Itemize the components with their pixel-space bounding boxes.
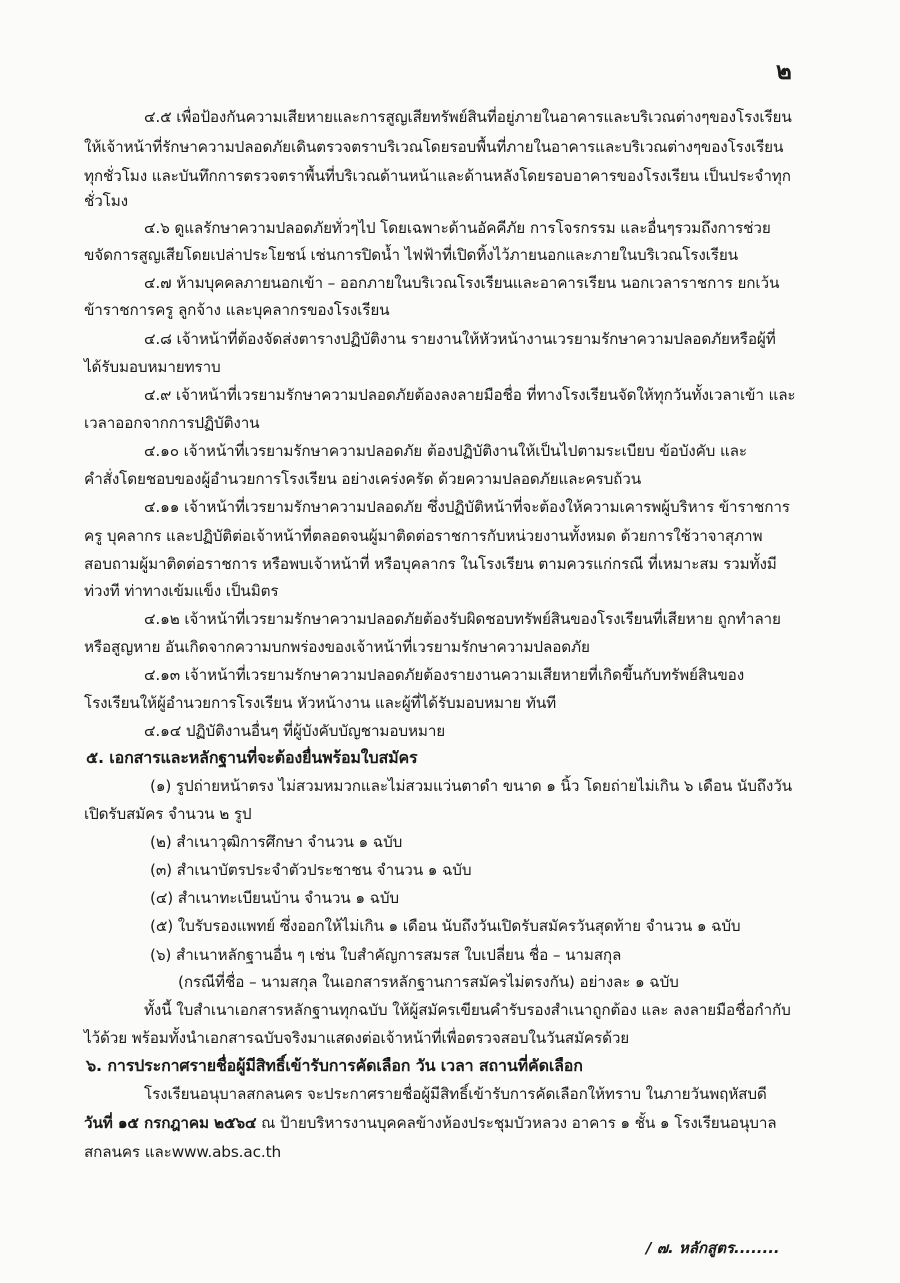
document-list-item: (๓) สำเนาบัตรประจำตัวประชาชน จำนวน ๑ ฉบับ <box>150 861 472 879</box>
body-line: ๔.๑๔ ปฏิบัติงานอื่นๆ ที่ผู้บังคับบัญชามอบหมาย <box>144 722 446 740</box>
body-line: ๔.๕ เพื่อป้องกันความเสียหายและการสูญเสียทรัพย์สินที่อยู่ภายในอาคารและบริเวณต่างๆของโรงเรียน <box>144 108 792 126</box>
body-line: ข้าราชการครู ลูกจ้าง และบุคลากรของโรงเรียน <box>84 301 390 319</box>
page-number: ๒ <box>776 57 792 85</box>
body-line: ทุกชั่วโมง และบันทึกการตรวจตราพื้นที่บริเวณด้านหน้าและด้านหลังโดยรอบอาคารของโรงเรียน เป็นประจำทุก <box>84 167 791 185</box>
body-line: ชั่วโมง <box>84 192 128 210</box>
body-line: สอบถามผู้มาติดต่อราชการ หรือพบเจ้าหน้าที่ หรือบุคลากร ในโรงเรียน ตามควรแก่กรณี ที่เหมาะสม รวมทั้งมี <box>84 555 777 573</box>
body-line: ท่วงที ท่าทางเข้มแข็ง เป็นมิตร <box>84 582 279 600</box>
body-line: ๔.๑๐ เจ้าหน้าที่เวรยามรักษาความปลอดภัย ต้องปฏิบัติงานให้เป็นไปตามระเบียบ ข้อบังคับ และ <box>144 442 747 460</box>
document-list-item: (๑) รูปถ่ายหน้าตรง ไม่สวมหมวกและไม่สวมแว่นตาดำ ขนาด ๑ นิ้ว โดยถ่ายไม่เกิน ๖ เดือน นับถึงวัน <box>150 777 792 795</box>
document-list-item: (๖) สำเนาหลักฐานอื่น ๆ เช่น ใบสำคัญการสมรส ใบเปลี่ยน ชื่อ – นามสกุล <box>150 946 622 964</box>
document-list-item: (๕) ใบรับรองแพทย์ ซึ่งออกให้ไม่เกิน ๑ เดือน นับถึงวันเปิดรับสมัครวันสุดท้าย จำนวน ๑ ฉบับ <box>150 917 741 935</box>
body-line: ๔.๑๒ เจ้าหน้าที่เวรยามรักษาความปลอดภัยต้องรับผิดชอบทรัพย์สินของโรงเรียนที่เสียหาย ถูกทำลาย <box>144 610 781 628</box>
document-list-item: (๒) สำเนาวุฒิการศึกษา จำนวน ๑ ฉบับ <box>150 833 403 851</box>
body-line: ๔.๑๓ เจ้าหน้าที่เวรยามรักษาความปลอดภัยต้องรายงานความเสียหายที่เกิดขึ้นกับทรัพย์สินของ <box>144 666 745 684</box>
document-list-item: (๔) สำเนาทะเบียนบ้าน จำนวน ๑ ฉบับ <box>150 889 399 907</box>
section-5-note: ทั้งนี้ ใบสำเนาเอกสารหลักฐานทุกฉบับ ให้ผู้สมัครเขียนคำรับรองสำเนาถูกต้อง และ ลงลายมือชื่อกำกับ <box>144 1001 791 1019</box>
section-5-heading: ๕. เอกสารและหลักฐานที่จะต้องยื่นพร้อมใบสมัคร <box>86 748 418 767</box>
section-6-line: โรงเรียนอนุบาลสกลนคร จะประกาศรายชื่อผู้มีสิทธิ์เข้ารับการคัดเลือกให้ทราบ ในภายวันพฤหัสบดี <box>144 1085 767 1103</box>
body-line: ได้รับมอบหมายทราบ <box>84 358 221 376</box>
document-list-item: เปิดรับสมัคร จำนวน ๒ รูป <box>84 805 252 823</box>
body-line: ๔.๙ เจ้าหน้าที่เวรยามรักษาความปลอดภัยต้องลงลายมือชื่อ ที่ทางโรงเรียนจัดให้ทุกวันทั้งเวลาเข้า และ <box>144 386 796 404</box>
section-6-line: สกลนคร และwww.abs.ac.th <box>84 1143 281 1161</box>
body-line: โรงเรียนให้ผู้อำนวยการโรงเรียน หัวหน้างาน และผู้ที่ได้รับมอบหมาย ทันที <box>84 694 557 712</box>
body-line: หรือสูญหาย อันเกิดจากความบกพร่องของเจ้าหน้าที่เวรยามรักษาความปลอดภัย <box>84 638 590 656</box>
body-line: ๔.๖ ดูแลรักษาความปลอดภัยทั่วๆไป โดยเฉพาะด้านอัคคีภัย การโจรกรรม และอื่นๆรวมถึงการช่วย <box>144 219 771 237</box>
announcement-date: วันที่ ๑๕ กรกฎาคม ๒๕๖๔ <box>84 1114 257 1132</box>
section-6-line <box>84 1110 814 1136</box>
body-line: ให้เจ้าหน้าที่รักษาความปลอดภัยเดินตรวจตราบริเวณโดยรอบพื้นที่ภายในอาคารและบริเวณต่างๆของโรงเรียน <box>84 138 784 156</box>
body-line: ขจัดการสูญเสียโดยเปล่าประโยชน์ เช่นการปิดน้ำ ไฟฟ้าที่เปิดทิ้งไว้ภายนอกและภายในบริเวณโรงเรียน <box>84 246 738 264</box>
body-line: ๔.๗ ห้ามบุคคลภายนอกเข้า – ออกภายในบริเวณโรงเรียนและอาคารเรียน นอกเวลาราชการ ยกเว้น <box>144 274 780 292</box>
body-line: ๔.๘ เจ้าหน้าที่ต้องจัดส่งตารางปฏิบัติงาน รายงานให้หัวหน้างานเวรยามรักษาความปลอดภัยหรือผู้ที่ <box>144 330 776 348</box>
announcement-place: ณ ป้ายบริหารงานบุคคลข้างห้องประชุมบัวหลวง อาคาร ๑ ชั้น ๑ โรงเรียนอนุบาล <box>256 1114 777 1132</box>
section-6-heading: ๖. การประกาศรายชื่อผู้มีสิทธิ์เข้ารับการคัดเลือก วัน เวลา สถานที่คัดเลือก <box>86 1056 583 1075</box>
section-5-note: ไว้ด้วย พร้อมทั้งนำเอกสารฉบับจริงมาแสดงต่อเจ้าหน้าที่เพื่อตรวจสอบในวันสมัครด้วย <box>84 1029 630 1047</box>
body-line: ๔.๑๑ เจ้าหน้าที่เวรยามรักษาความปลอดภัย ซึ่งปฏิบัติหน้าที่จะต้องให้ความเคารพผู้บริหาร ข้าราชการ <box>144 498 790 516</box>
body-line: เวลาออกจากการปฏิบัติงาน <box>84 414 260 432</box>
body-line: ครู บุคลากร และปฏิบัติต่อเจ้าหน้าที่ตลอดจนผู้มาติดต่อราชการกับหน่วยงานทั้งหมด ด้วยการใช้วาจาสุภาพ <box>84 527 763 545</box>
continuation-note: / ๗. หลักสูตร........ <box>646 1239 780 1257</box>
document-list-item: (กรณีที่ชื่อ – นามสกุล ในเอกสารหลักฐานการสมัครไม่ตรงกัน) อย่างละ ๑ ฉบับ <box>178 973 679 991</box>
body-line: คำสั่งโดยชอบของผู้อำนวยการโรงเรียน อย่างเคร่งครัด ด้วยความปลอดภัยและครบถ้วน <box>84 470 642 488</box>
